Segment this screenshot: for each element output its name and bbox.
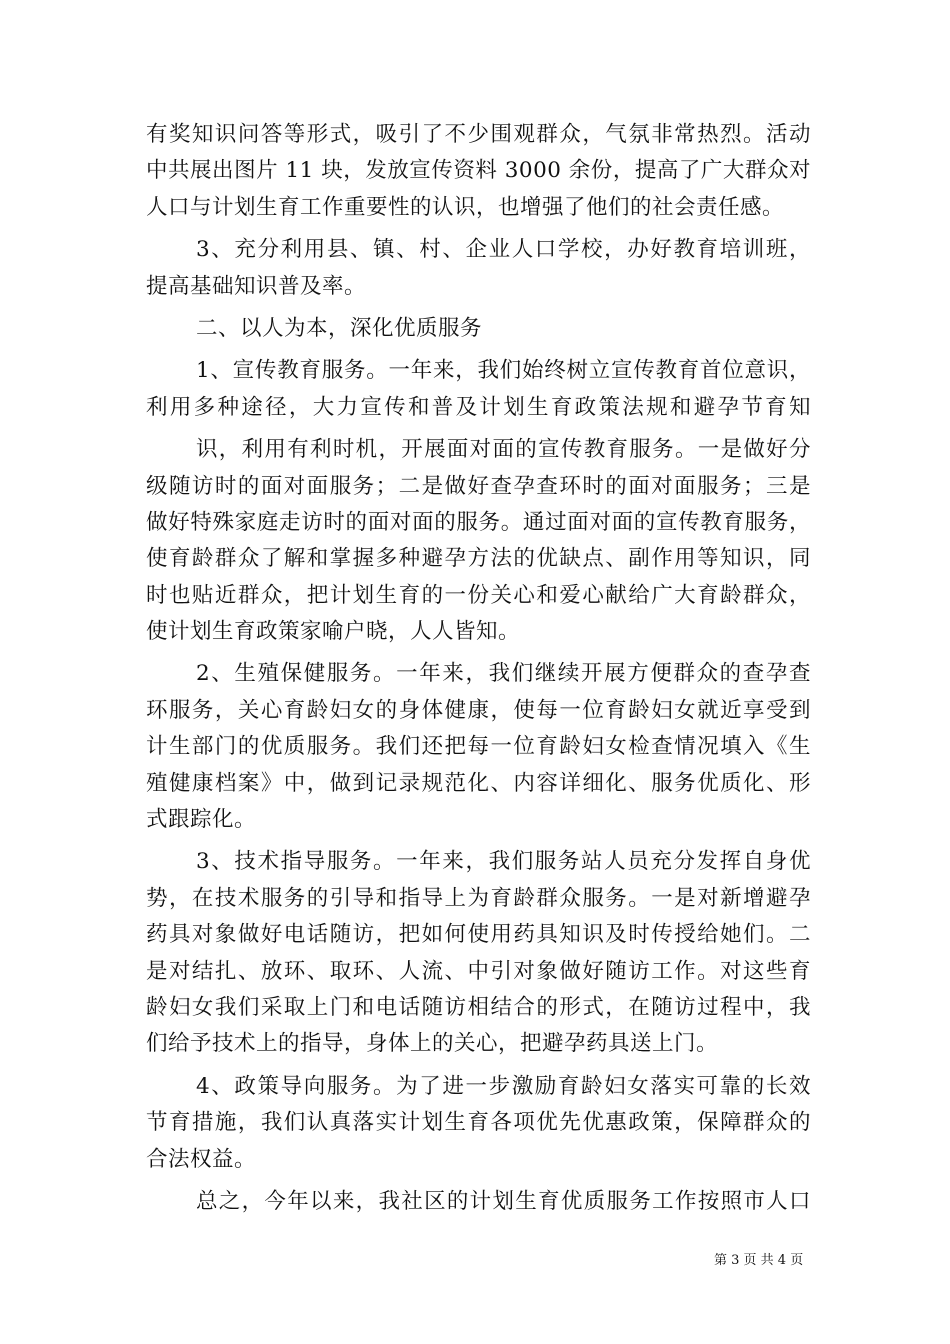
text-line: 识，利用有利时机，开展面对面的宣传教育服务。一是做好分 — [196, 437, 811, 463]
text-line: 龄妇女我们采取上门和电话随访相结合的形式，在随访过程中，我 — [146, 994, 811, 1020]
text-line: 有奖知识问答等形式，吸引了不少围观群众，气氛非常热烈。活动 — [146, 122, 811, 147]
text-line: 使育龄群众了解和掌握多种避孕方法的优缺点、副作用等知识，同 — [146, 546, 811, 572]
text-line: 级随访时的面对面服务；二是做好查孕查环时的面对面服务；三是 — [146, 473, 811, 499]
text-line: 4、政策导向服务。为了进一步激励育龄妇女落实可靠的长效 — [196, 1073, 811, 1099]
text-line: 势，在技术服务的引导和指导上为育龄群众服务。一是对新增避孕 — [146, 885, 811, 911]
text-line: 使计划生育政策家喻户晓，人人皆知。 — [146, 619, 521, 645]
text-line: 总之，今年以来，我社区的计划生育优质服务工作按照市人口 — [196, 1188, 811, 1214]
text-line: 殖健康档案》中，做到记录规范化、内容详细化、服务优质化、形 — [146, 770, 811, 796]
text-line: 中共展出图片 11 块，发放宣传资料 3000 余份，提高了广大群众对 — [146, 158, 811, 184]
page-number-footer: 第 3 页 共 4 页 — [714, 1253, 804, 1268]
text-line: 环服务，关心育龄妇女的身体健康，使每一位育龄妇女就近享受到 — [146, 697, 811, 723]
text-line: 们给予技术上的指导，身体上的关心，把避孕药具送上门。 — [146, 1031, 719, 1057]
document-body — [146, 117, 811, 1220]
text-line: 人口与计划生育工作重要性的认识，也增强了他们的社会责任感。 — [146, 194, 785, 220]
text-line: 利用多种途径，大力宣传和普及计划生育政策法规和避孕节育知 — [146, 394, 811, 420]
text-line: 节育措施，我们认真落实计划生育各项优先优惠政策，保障群众的 — [146, 1110, 811, 1136]
text-line: 式跟踪化。 — [146, 807, 257, 833]
text-line: 3、技术指导服务。一年来，我们服务站人员充分发挥自身优 — [196, 849, 811, 875]
text-line: 提高基础知识普及率。 — [146, 273, 367, 299]
text-line: 2、生殖保健服务。一年来，我们继续开展方便群众的查孕查 — [196, 661, 811, 687]
text-line: 做好特殊家庭走访时的面对面的服务。通过面对面的宣传教育服务， — [146, 509, 811, 535]
text-line: 计生部门的优质服务。我们还把每一位育龄妇女检查情况填入《生 — [146, 734, 811, 760]
text-line: 是对结扎、放环、取环、人流、中引对象做好随访工作。对这些育 — [146, 958, 811, 984]
text-line: 时也贴近群众，把计划生育的一份关心和爱心献给广大育龄群众， — [146, 582, 811, 608]
text-line: 合法权益。 — [146, 1146, 257, 1172]
text-line: 3、充分利用县、镇、村、企业人口学校，办好教育培训班， — [196, 237, 811, 263]
text-line: 1、宣传教育服务。一年来，我们始终树立宣传教育首位意识， — [196, 358, 811, 384]
section-heading: 二、以人为本，深化优质服务 — [196, 315, 483, 341]
text-line: 药具对象做好电话随访，把如何使用药具知识及时传授给她们。二 — [146, 922, 811, 948]
